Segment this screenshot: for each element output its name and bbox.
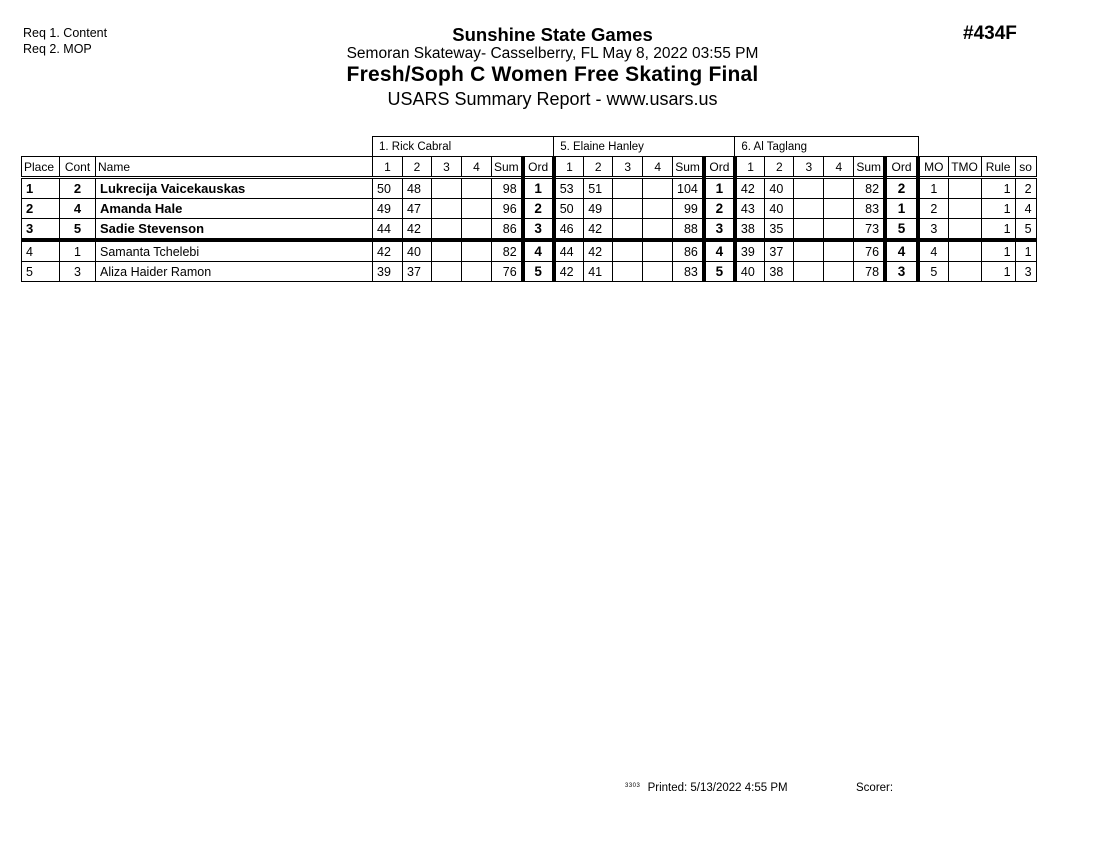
venue-date-line: Semoran Skateway- Casselberry, FL May 8, 2022 03:55 PM	[346, 45, 759, 62]
j2-ordinal-cell: 1	[704, 178, 735, 199]
j1-ordinal-cell: 1	[523, 178, 554, 199]
j3-ordinal-cell: 2	[885, 178, 918, 199]
j3-score-4-cell	[824, 178, 854, 199]
j3-sum-cell: 76	[854, 240, 885, 262]
judge-header-row	[22, 137, 1037, 157]
j3-sum-cell: 78	[854, 262, 885, 282]
j3-score-1-cell: 39	[735, 240, 765, 262]
j1-score-1-cell: 42	[373, 240, 403, 262]
so-cell: 3	[1015, 262, 1036, 282]
j1-sum-cell: 86	[492, 219, 523, 241]
mo-cell: 1	[918, 178, 948, 199]
j2-score-1-cell: 50	[554, 199, 584, 219]
mo-cell: 3	[918, 219, 948, 241]
j3-score-4-cell	[824, 219, 854, 241]
place-cell: 3	[22, 219, 60, 241]
results-table	[21, 136, 1037, 282]
j2-score-1-cell: 53	[554, 178, 584, 199]
event-title: Fresh/Soph C Women Free Skating Final	[346, 63, 759, 86]
j2-score-1-cell: 42	[554, 262, 584, 282]
judge-2-name: 5. Elaine Hanley	[554, 137, 735, 157]
so-cell: 4	[1015, 199, 1036, 219]
tmo-cell	[948, 262, 981, 282]
j2-score-4-cell	[643, 262, 673, 282]
j1-score-4-cell	[462, 178, 492, 199]
col-rule: Rule	[981, 157, 1015, 178]
j1-score-2-cell: 40	[403, 240, 432, 262]
col-j2-2: 2	[584, 157, 613, 178]
col-j3-sum: Sum	[854, 157, 885, 178]
col-mo: MO	[918, 157, 948, 178]
name-cell: Sadie Stevenson	[96, 219, 373, 241]
report-subtitle: USARS Summary Report - www.usars.us	[387, 89, 718, 109]
j3-score-2-cell: 40	[765, 199, 794, 219]
j1-score-2-cell: 47	[403, 199, 432, 219]
table-row	[22, 262, 1037, 282]
col-j3-3: 3	[794, 157, 824, 178]
col-j1-4: 4	[462, 157, 492, 178]
j2-ordinal-cell: 5	[704, 262, 735, 282]
j2-score-1-cell: 46	[554, 219, 584, 241]
j1-score-4-cell	[462, 219, 492, 241]
col-j1-1: 1	[373, 157, 403, 178]
col-so: so	[1015, 157, 1036, 178]
table-row	[22, 219, 1037, 241]
j3-score-1-cell: 43	[735, 199, 765, 219]
j2-score-3-cell	[613, 240, 643, 262]
name-cell: Lukrecija Vaicekauskas	[96, 178, 373, 199]
col-j2-sum: Sum	[673, 157, 704, 178]
j2-score-3-cell	[613, 199, 643, 219]
judge-3-name: 6. Al Taglang	[735, 137, 918, 157]
name-cell: Amanda Hale	[96, 199, 373, 219]
rule-cell: 1	[981, 219, 1015, 241]
col-j2-4: 4	[643, 157, 673, 178]
j2-ordinal-cell: 2	[704, 199, 735, 219]
j2-score-4-cell	[643, 178, 673, 199]
j3-score-4-cell	[824, 240, 854, 262]
j1-score-1-cell: 49	[373, 199, 403, 219]
j1-sum-cell: 76	[492, 262, 523, 282]
j1-score-4-cell	[462, 262, 492, 282]
tmo-cell	[948, 219, 981, 241]
j1-sum-cell: 98	[492, 178, 523, 199]
rule-cell: 1	[981, 178, 1015, 199]
j1-score-3-cell	[432, 240, 462, 262]
j1-score-3-cell	[432, 262, 462, 282]
j1-score-3-cell	[432, 219, 462, 241]
j2-score-2-cell: 51	[584, 178, 613, 199]
rule-cell: 1	[981, 199, 1015, 219]
j2-score-2-cell: 49	[584, 199, 613, 219]
mo-cell: 4	[918, 240, 948, 262]
cont-cell: 5	[60, 219, 96, 241]
blank-cell	[918, 137, 1036, 157]
j3-score-2-cell: 37	[765, 240, 794, 262]
j3-score-4-cell	[824, 262, 854, 282]
j2-sum-cell: 86	[673, 240, 704, 262]
cont-cell: 1	[60, 240, 96, 262]
j2-score-3-cell	[613, 262, 643, 282]
cont-cell: 2	[60, 178, 96, 199]
j3-score-2-cell: 35	[765, 219, 794, 241]
j2-ordinal-cell: 4	[704, 240, 735, 262]
rule-cell: 1	[981, 240, 1015, 262]
j2-sum-cell: 99	[673, 199, 704, 219]
j1-score-2-cell: 42	[403, 219, 432, 241]
j1-ordinal-cell: 4	[523, 240, 554, 262]
j3-score-3-cell	[794, 178, 824, 199]
j3-score-3-cell	[794, 199, 824, 219]
tmo-cell	[948, 178, 981, 199]
j3-score-1-cell: 38	[735, 219, 765, 241]
j2-score-4-cell	[643, 219, 673, 241]
table-row	[22, 199, 1037, 219]
printed-timestamp: Printed: 5/13/2022 4:55 PM	[647, 782, 788, 794]
place-cell: 4	[22, 240, 60, 262]
blank-cell	[22, 137, 373, 157]
place-cell: 1	[22, 178, 60, 199]
j1-score-1-cell: 44	[373, 219, 403, 241]
name-cell: Samanta Tchelebi	[96, 240, 373, 262]
j2-sum-cell: 88	[673, 219, 704, 241]
j3-ordinal-cell: 1	[885, 199, 918, 219]
j1-score-2-cell: 37	[403, 262, 432, 282]
j1-ordinal-cell: 3	[523, 219, 554, 241]
so-cell: 1	[1015, 240, 1036, 262]
j3-ordinal-cell: 4	[885, 240, 918, 262]
j1-score-3-cell	[432, 178, 462, 199]
j3-sum-cell: 83	[854, 199, 885, 219]
mo-cell: 2	[918, 199, 948, 219]
j2-score-4-cell	[643, 199, 673, 219]
j1-score-4-cell	[462, 240, 492, 262]
requirement-2: Req 2. MOP	[23, 42, 92, 56]
j3-score-3-cell	[794, 219, 824, 241]
col-j3-4: 4	[824, 157, 854, 178]
j1-score-3-cell	[432, 199, 462, 219]
competition-title: Sunshine State Games	[452, 24, 653, 45]
col-name: Name	[96, 157, 373, 178]
col-j3-2: 2	[765, 157, 794, 178]
j1-score-4-cell	[462, 199, 492, 219]
col-j1-3: 3	[432, 157, 462, 178]
footer-printed	[625, 782, 788, 794]
j1-ordinal-cell: 5	[523, 262, 554, 282]
j2-score-3-cell	[613, 178, 643, 199]
j1-score-1-cell: 50	[373, 178, 403, 199]
j2-score-2-cell: 42	[584, 219, 613, 241]
column-header-row	[22, 157, 1037, 178]
col-j1-2: 2	[403, 157, 432, 178]
j1-score-2-cell: 48	[403, 178, 432, 199]
col-j3-1: 1	[735, 157, 765, 178]
scorer-label: Scorer:	[856, 782, 894, 794]
rule-cell: 1	[981, 262, 1015, 282]
col-tmo: TMO	[948, 157, 981, 178]
col-place: Place	[22, 157, 60, 178]
table-row	[22, 240, 1037, 262]
j2-score-2-cell: 42	[584, 240, 613, 262]
j2-ordinal-cell: 3	[704, 219, 735, 241]
j3-score-3-cell	[794, 262, 824, 282]
j2-score-2-cell: 41	[584, 262, 613, 282]
j3-score-1-cell: 42	[735, 178, 765, 199]
judge-1-name: 1. Rick Cabral	[373, 137, 554, 157]
col-j1-sum: Sum	[492, 157, 523, 178]
so-cell: 5	[1015, 219, 1036, 241]
col-j2-1: 1	[554, 157, 584, 178]
col-j2-ord: Ord	[704, 157, 735, 178]
j3-score-2-cell: 38	[765, 262, 794, 282]
col-j2-3: 3	[613, 157, 643, 178]
j1-score-1-cell: 39	[373, 262, 403, 282]
j2-score-1-cell: 44	[554, 240, 584, 262]
col-j1-ord: Ord	[523, 157, 554, 178]
j2-score-3-cell	[613, 219, 643, 241]
tmo-cell	[948, 240, 981, 262]
tmo-cell	[948, 199, 981, 219]
requirement-1: Req 1. Content	[23, 26, 108, 40]
table-row	[22, 178, 1037, 199]
j1-sum-cell: 82	[492, 240, 523, 262]
j1-ordinal-cell: 2	[523, 199, 554, 219]
j2-score-4-cell	[643, 240, 673, 262]
col-cont: Cont	[60, 157, 96, 178]
cont-cell: 3	[60, 262, 96, 282]
j2-sum-cell: 104	[673, 178, 704, 199]
j2-sum-cell: 83	[673, 262, 704, 282]
j3-score-4-cell	[824, 199, 854, 219]
j3-ordinal-cell: 5	[885, 219, 918, 241]
col-j3-ord: Ord	[885, 157, 918, 178]
so-cell: 2	[1015, 178, 1036, 199]
j3-score-1-cell: 40	[735, 262, 765, 282]
place-cell: 5	[22, 262, 60, 282]
name-cell: Aliza Haider Ramon	[96, 262, 373, 282]
mo-cell: 5	[918, 262, 948, 282]
j1-sum-cell: 96	[492, 199, 523, 219]
j3-ordinal-cell: 3	[885, 262, 918, 282]
j3-score-3-cell	[794, 240, 824, 262]
j3-score-2-cell: 40	[765, 178, 794, 199]
j3-sum-cell: 73	[854, 219, 885, 241]
j3-sum-cell: 82	[854, 178, 885, 199]
footer-mark: 3303	[625, 783, 641, 789]
place-cell: 2	[22, 199, 60, 219]
cont-cell: 4	[60, 199, 96, 219]
event-code: #434F	[963, 23, 1017, 44]
